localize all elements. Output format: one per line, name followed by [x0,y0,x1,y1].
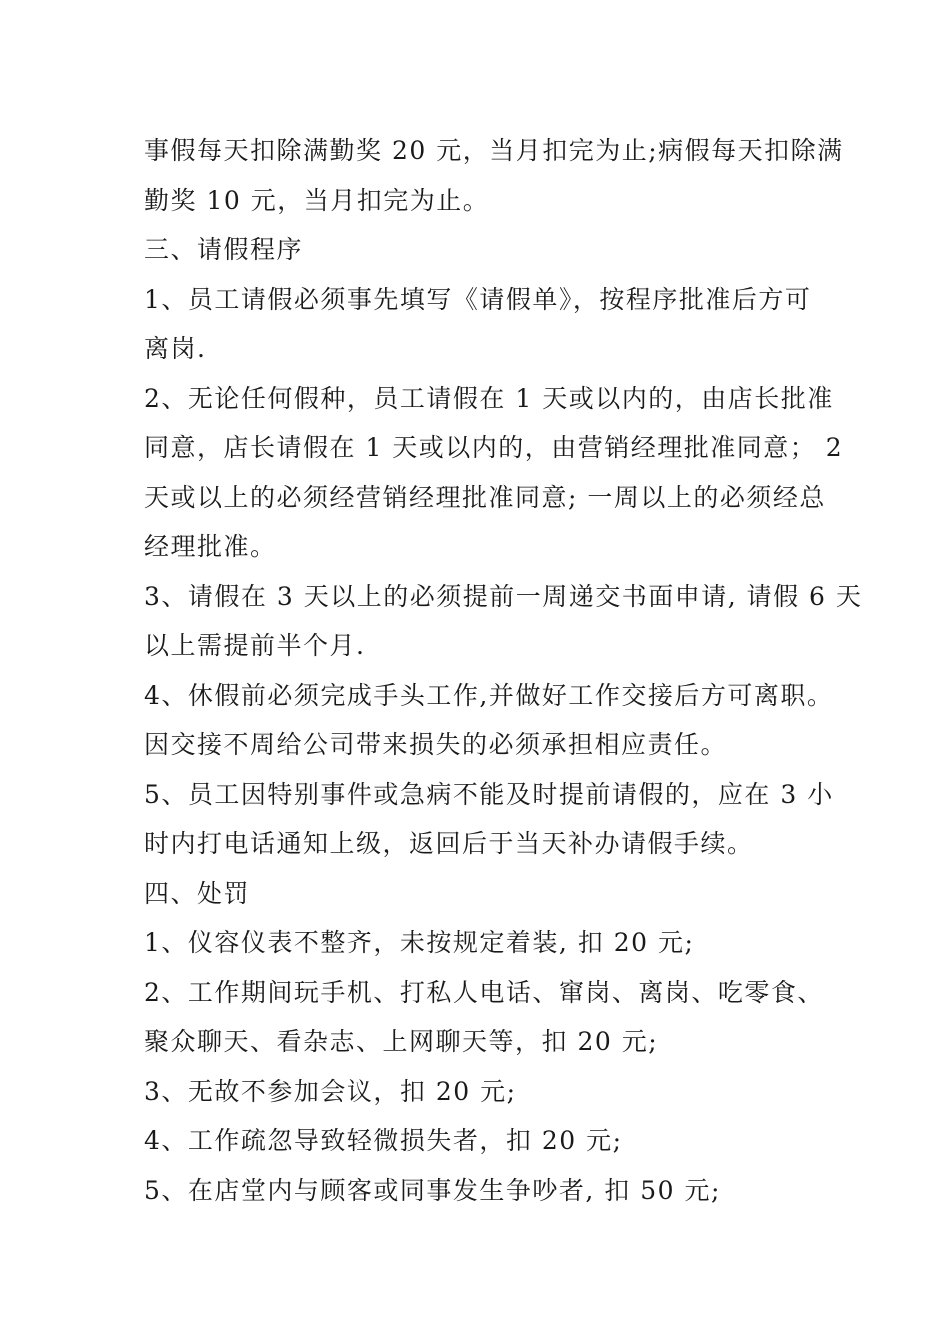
text-line-6: 2、无论任何假种，员工请假在 1 天或以内的，由店长批准 [144,383,834,413]
text-line-19: 聚众聊天、看杂志、上网聊天等，扣 20 元; [144,1027,659,1056]
text-line-2: 勤奖 10 元，当月扣完为止。 [144,185,490,215]
section-heading-penalties: 四、处罚 [144,878,251,908]
text-line-12: 4、休假前必须完成手头工作,并做好工作交接后方可离职。 [144,680,834,710]
text-line-13: 因交接不周给公司带来损失的必须承担相应责任。 [144,730,728,759]
document-body [144,126,863,1215]
text-line-18: 2、工作期间玩手机、打私人电话、窜岗、离岗、吃零食、 [144,977,824,1007]
text-line-10: 3、请假在 3 天以上的必须提前一周递交书面申请, 请假 6 天 [144,581,863,611]
text-line-4: 1、员工请假必须事先填写《请假单》，按程序批准后方可 [144,284,812,314]
text-line-7: 同意，店长请假在 1 天或以内的，由营销经理批准同意； 2 [144,433,844,462]
text-line-9: 经理批准。 [144,532,277,561]
text-line-8: 天或以上的必须经营销经理批准同意; 一周以上的必须经总 [144,482,826,512]
text-line-22: 5、在店堂内与顾客或同事发生争吵者, 扣 50 元; [144,1175,721,1205]
text-line-21: 4、工作疏忽导致轻微损失者，扣 20 元; [144,1126,623,1155]
text-line-11: 以上需提前半个月. [144,631,366,660]
text-line-15: 时内打电话通知上级，返回后于当天补办请假手续。 [144,829,754,858]
text-line-20: 3、无故不参加会议，扣 20 元; [144,1076,517,1106]
text-line-17: 1、仪容仪表不整齐，未按规定着装, 扣 20 元; [144,928,695,957]
text-line-5: 离岗. [144,334,207,363]
section-heading-leave-procedure: 三、请假程序 [144,235,304,264]
text-line-14: 5、员工因特别事件或急病不能及时提前请假的，应在 3 小 [144,779,834,809]
text-line-1: 事假每天扣除满勤奖 20 元，当月扣完为止;病假每天扣除满 [144,136,844,165]
